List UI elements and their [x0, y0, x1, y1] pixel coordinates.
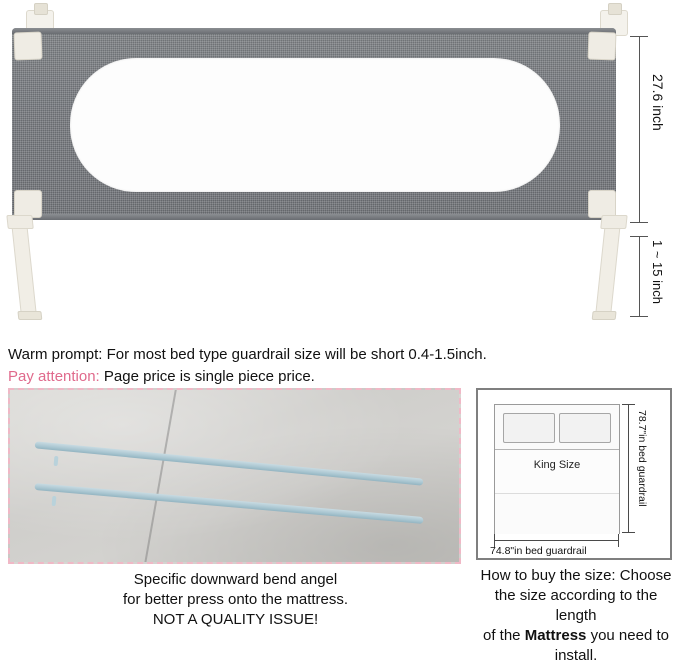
rods-caption-line-2: for better press onto the mattress. — [122, 591, 349, 608]
rods-caption — [8, 570, 463, 630]
support-leg-left — [11, 222, 37, 316]
rods-photo — [8, 388, 461, 564]
warm-prompt-text: For most bed type guardrail size will be short 0.4-1.5inch. — [102, 346, 487, 363]
leg-foot-left — [17, 311, 42, 320]
diagram-width-label: 74.8"in bed guardrail — [490, 545, 587, 557]
rods-caption-line-1: Specific downward bend angel — [133, 571, 338, 588]
pillow-right — [559, 413, 611, 443]
clamp-cap-right — [608, 3, 622, 15]
leg-foot-right — [592, 311, 617, 320]
corner-bracket-bottom-right — [588, 190, 616, 218]
pay-attention-key: Pay attention: — [8, 368, 100, 385]
pay-attention-text: Page price is single piece price. — [99, 368, 315, 385]
dimension-label-leg-height: 1 ~ 15 inch — [650, 240, 665, 304]
dimension-tick-leg-top — [630, 236, 648, 237]
diagram-dimension-line-vertical — [628, 404, 629, 532]
diagram-dimension-line-horizontal — [494, 540, 618, 541]
corner-bracket-top-left — [14, 32, 43, 61]
dimension-line-leg-height — [639, 236, 640, 316]
leg-joint-left — [6, 215, 33, 229]
rods-panel — [8, 388, 463, 630]
dimension-line-rail-height — [639, 36, 640, 222]
rail-top-edge — [12, 28, 616, 34]
mattress-band — [495, 449, 619, 495]
guardrail-mesh-panel — [12, 28, 616, 220]
bottom-panels — [8, 388, 672, 664]
corner-bracket-bottom-left — [14, 190, 42, 218]
rail-bottom-edge — [12, 214, 616, 220]
diagram-tick-right — [618, 534, 619, 547]
clamp-cap-left — [34, 3, 48, 15]
rods-caption-line-3: NOT A QUALITY ISSUE! — [152, 611, 319, 628]
bed-size-caption — [476, 566, 676, 666]
dimension-tick-leg-bottom — [630, 316, 648, 317]
bed-size-caption-line-1: How to buy the size: Choose — [480, 567, 672, 584]
prompt-block — [8, 344, 668, 388]
support-leg-right — [595, 222, 621, 316]
rail-mesh-window — [70, 58, 560, 192]
bed-outline — [494, 404, 620, 534]
bed-size-label: King Size — [533, 459, 581, 471]
dimension-label-rail-height: 27.6 inch — [650, 74, 666, 131]
warm-prompt-key: Warm prompt: — [8, 346, 103, 363]
corner-bracket-top-right — [588, 32, 617, 61]
pillow-left — [503, 413, 555, 443]
pay-attention-line — [8, 366, 668, 388]
bed-size-caption-line-3 — [476, 626, 676, 666]
warm-prompt-line — [8, 344, 668, 366]
leg-joint-right — [600, 215, 627, 229]
bed-size-caption-line-2: the size according to the length — [494, 587, 658, 624]
diagram-tick-bottom — [622, 532, 635, 533]
diagram-tick-top — [622, 404, 635, 405]
diagram-height-label: 78.7"in bed guardrail — [636, 410, 648, 507]
bed-size-caption-line-3-post: you need to install. — [554, 627, 669, 664]
bed-lower-section — [495, 493, 619, 534]
dimension-tick-rail-bottom — [630, 222, 648, 223]
dimension-tick-rail-top — [630, 36, 648, 37]
bed-size-diagram — [476, 388, 672, 560]
mattress-keyword: Mattress — [524, 627, 587, 644]
bed-size-panel — [476, 388, 676, 666]
bed-size-caption-line-3-pre: of the — [483, 627, 525, 644]
